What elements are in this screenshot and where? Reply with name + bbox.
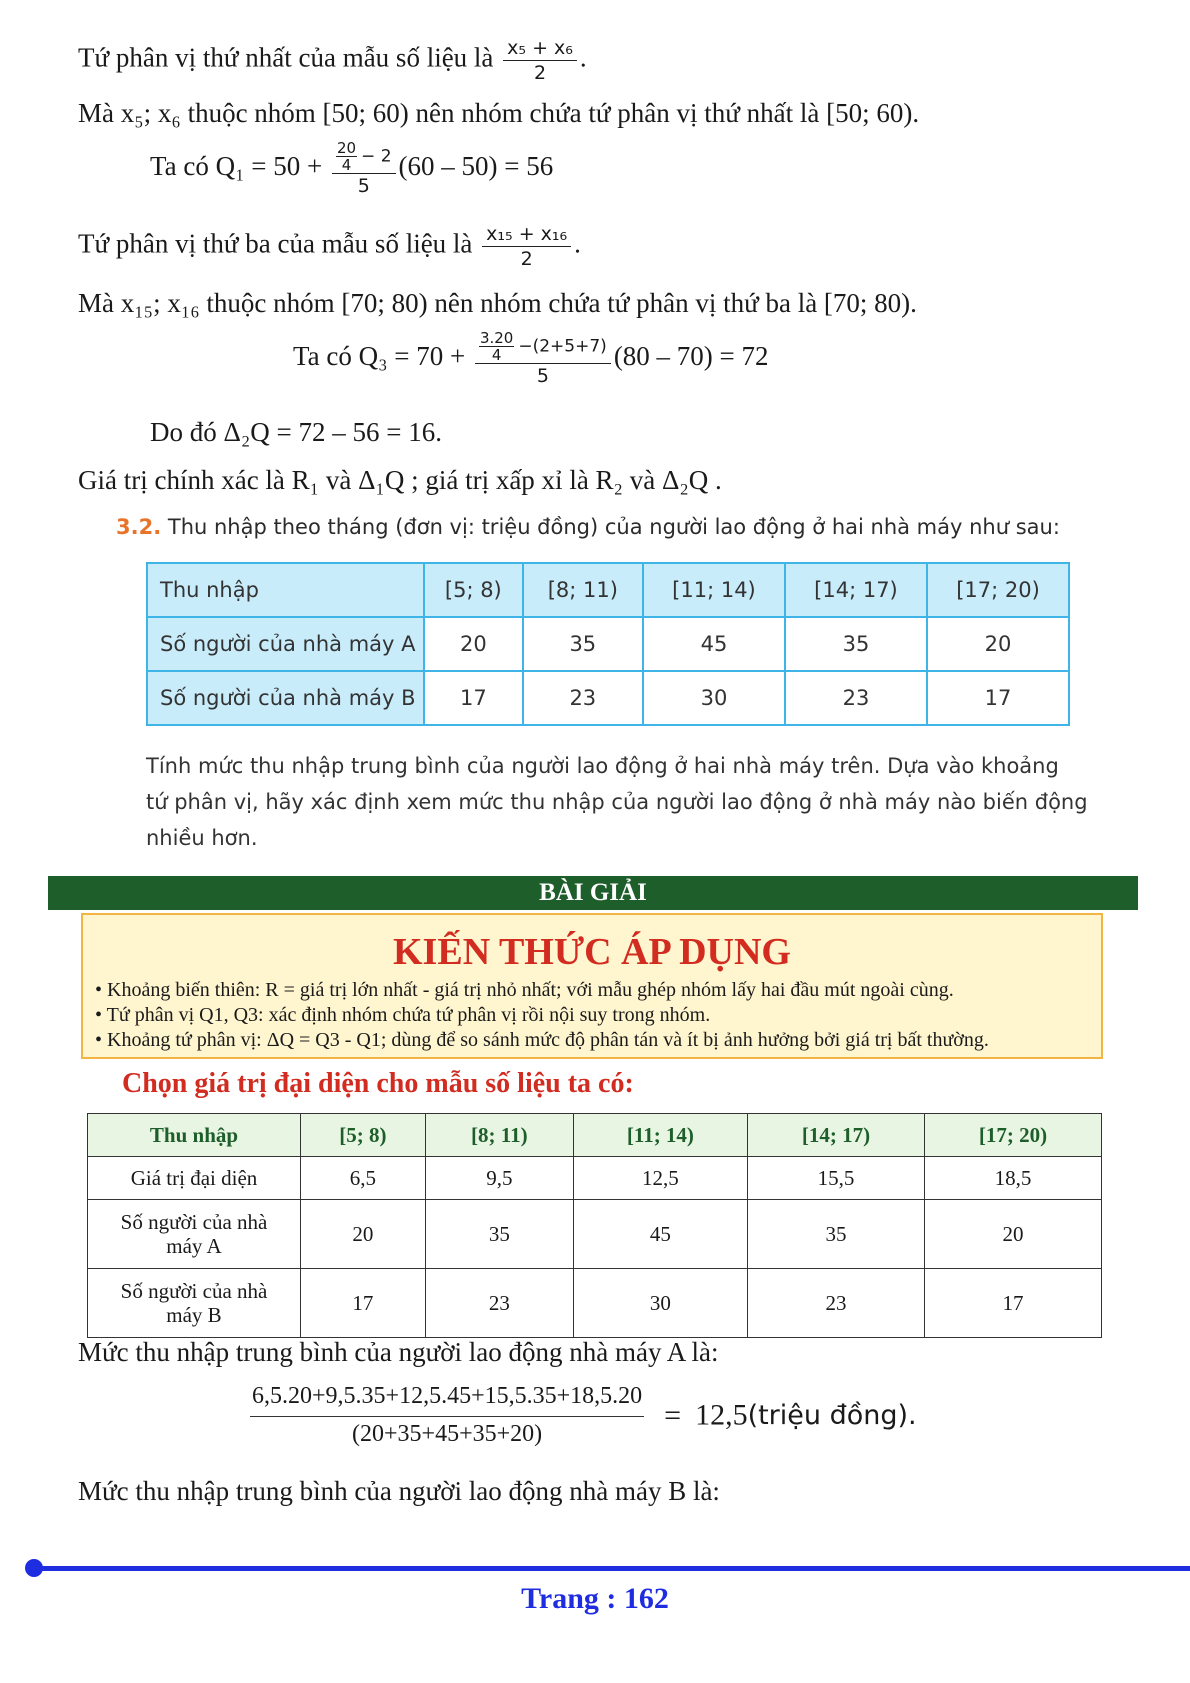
knowledge-title: KIẾN THỨC ÁP DỤNG [393, 931, 791, 973]
q1-intro-line: Tứ phân vị thứ nhất của mẫu số liệu là $\frac{\text{x₅ + x₆}}{2}$ . [78, 37, 587, 84]
exercise-paragraph: Tính mức thu nhập trung bình của người lao động ở hai nhà máy trên. Dựa vào khoảng tứ phân vị, hãy xác định xem mức thu nhập của người lao động ở nhà máy nào biến động nhiều hơn. [146, 754, 1088, 850]
knowledge-box [81, 913, 1103, 1059]
solution-banner: BÀI GIẢI [48, 876, 1138, 910]
q3-intro-line: Tứ phân vị thứ ba của mẫu số liệu là $\frac{\text{x₁₅ + x₁₆}}{2}$ . [78, 223, 581, 270]
q1-group-line: Mà x₅; x₆ thuộc nhóm [50; 60) nên nhóm chứa tứ phân vị thứ nhất là [50; 60). [78, 98, 920, 128]
knowledge-item: • Tứ phân vị Q1, Q3: xác định nhóm chứa tứ phân vị rồi nội suy trong nhóm. [95, 1004, 711, 1026]
footer-rule [33, 1566, 1190, 1571]
knowledge-item: • Khoảng tứ phân vị: ΔQ = Q3 - Q1; dùng để so sánh mức độ phân tán và ít bị ảnh hưởng bởi giá trị bất thường. [95, 1029, 989, 1051]
page-number: Trang : 162 [521, 1582, 669, 1615]
q3-formula-fraction: $\frac{3.20}{4}$ −(2+5+7) 5 [475, 330, 611, 388]
rep-table [87, 1113, 1102, 1338]
q1-formula-fraction: $\frac{20}{4}$ − 2 5 [332, 140, 396, 198]
knowledge-item: • Khoảng biến thiên: R = giá trị lớn nhất - giá trị nhỏ nhất; với mẫu ghép nhóm lấy hai đầu mút ngoài cùng. [95, 979, 954, 1001]
rep-heading: Chọn giá trị đại diện cho mẫu số liệu ta có: [122, 1068, 634, 1099]
exercise-title: 3.2. Thu nhập theo tháng (đơn vị: triệu đồng) của người lao động ở hai nhà máy như sau: [116, 515, 1060, 539]
mean-b-intro: Mức thu nhập trung bình của người lao động nhà máy B là: [78, 1476, 720, 1506]
table-row: Giá trị đại diện 6,5 9,5 12,5 15,5 18,5 [88, 1157, 1102, 1200]
exercise-table [146, 562, 1070, 726]
q1-formula: Ta có Q₁ = 50 + $\frac{20}{4}$ − 2 5 (60 – 50) = 56 [150, 139, 554, 197]
q3-fraction: $\frac{\text{x₁₅ + x₁₆}}{2}$ [482, 222, 571, 271]
mean-a-intro: Mức thu nhập trung bình của người lao động nhà máy A là: [78, 1337, 719, 1367]
q1-fraction: $\frac{\text{x₅ + x₆}}{2}$ [503, 36, 577, 85]
table-row: Số người của nhà máy B 17 23 30 23 17 [147, 671, 1069, 725]
mean-a-formula: $\frac{6,5.20+9,5.35+12,5.45+15,5.35+18,5.20}{(20+35+45+35+20)}$ = 12,5(triệu đồng). [252, 1383, 917, 1447]
conclusion-line: Giá trị chính xác là R₁ và Δ₁Q ; giá trị xấp xỉ là R₂ và Δ₂Q . [78, 465, 722, 495]
table-row: Thu nhập [5; 8) [8; 11) [11; 14) [14; 17) [17; 20) [147, 563, 1069, 617]
q3-formula: Ta có Q₃ = 70 + $\frac{3.20}{4}$ −(2+5+7) 5 (80 – 70) = 72 [293, 329, 769, 387]
q3-group-line: Mà x₁₅; x₁₆ thuộc nhóm [70; 80) nên nhóm chứa tứ phân vị thứ ba là [70; 80). [78, 288, 917, 318]
delta-line: Do đó Δ₂Q = 72 – 56 = 16. [150, 417, 442, 447]
table-row: Thu nhập [5; 8) [8; 11) [11; 14) [14; 17) [17; 20) [88, 1114, 1102, 1157]
table-row: Số người của nhà máy A 20 35 45 35 20 [88, 1200, 1102, 1269]
table-row: Số người của nhà máy A 20 35 45 35 20 [147, 617, 1069, 671]
table-row: Số người của nhà máy B 17 23 30 23 17 [88, 1269, 1102, 1338]
